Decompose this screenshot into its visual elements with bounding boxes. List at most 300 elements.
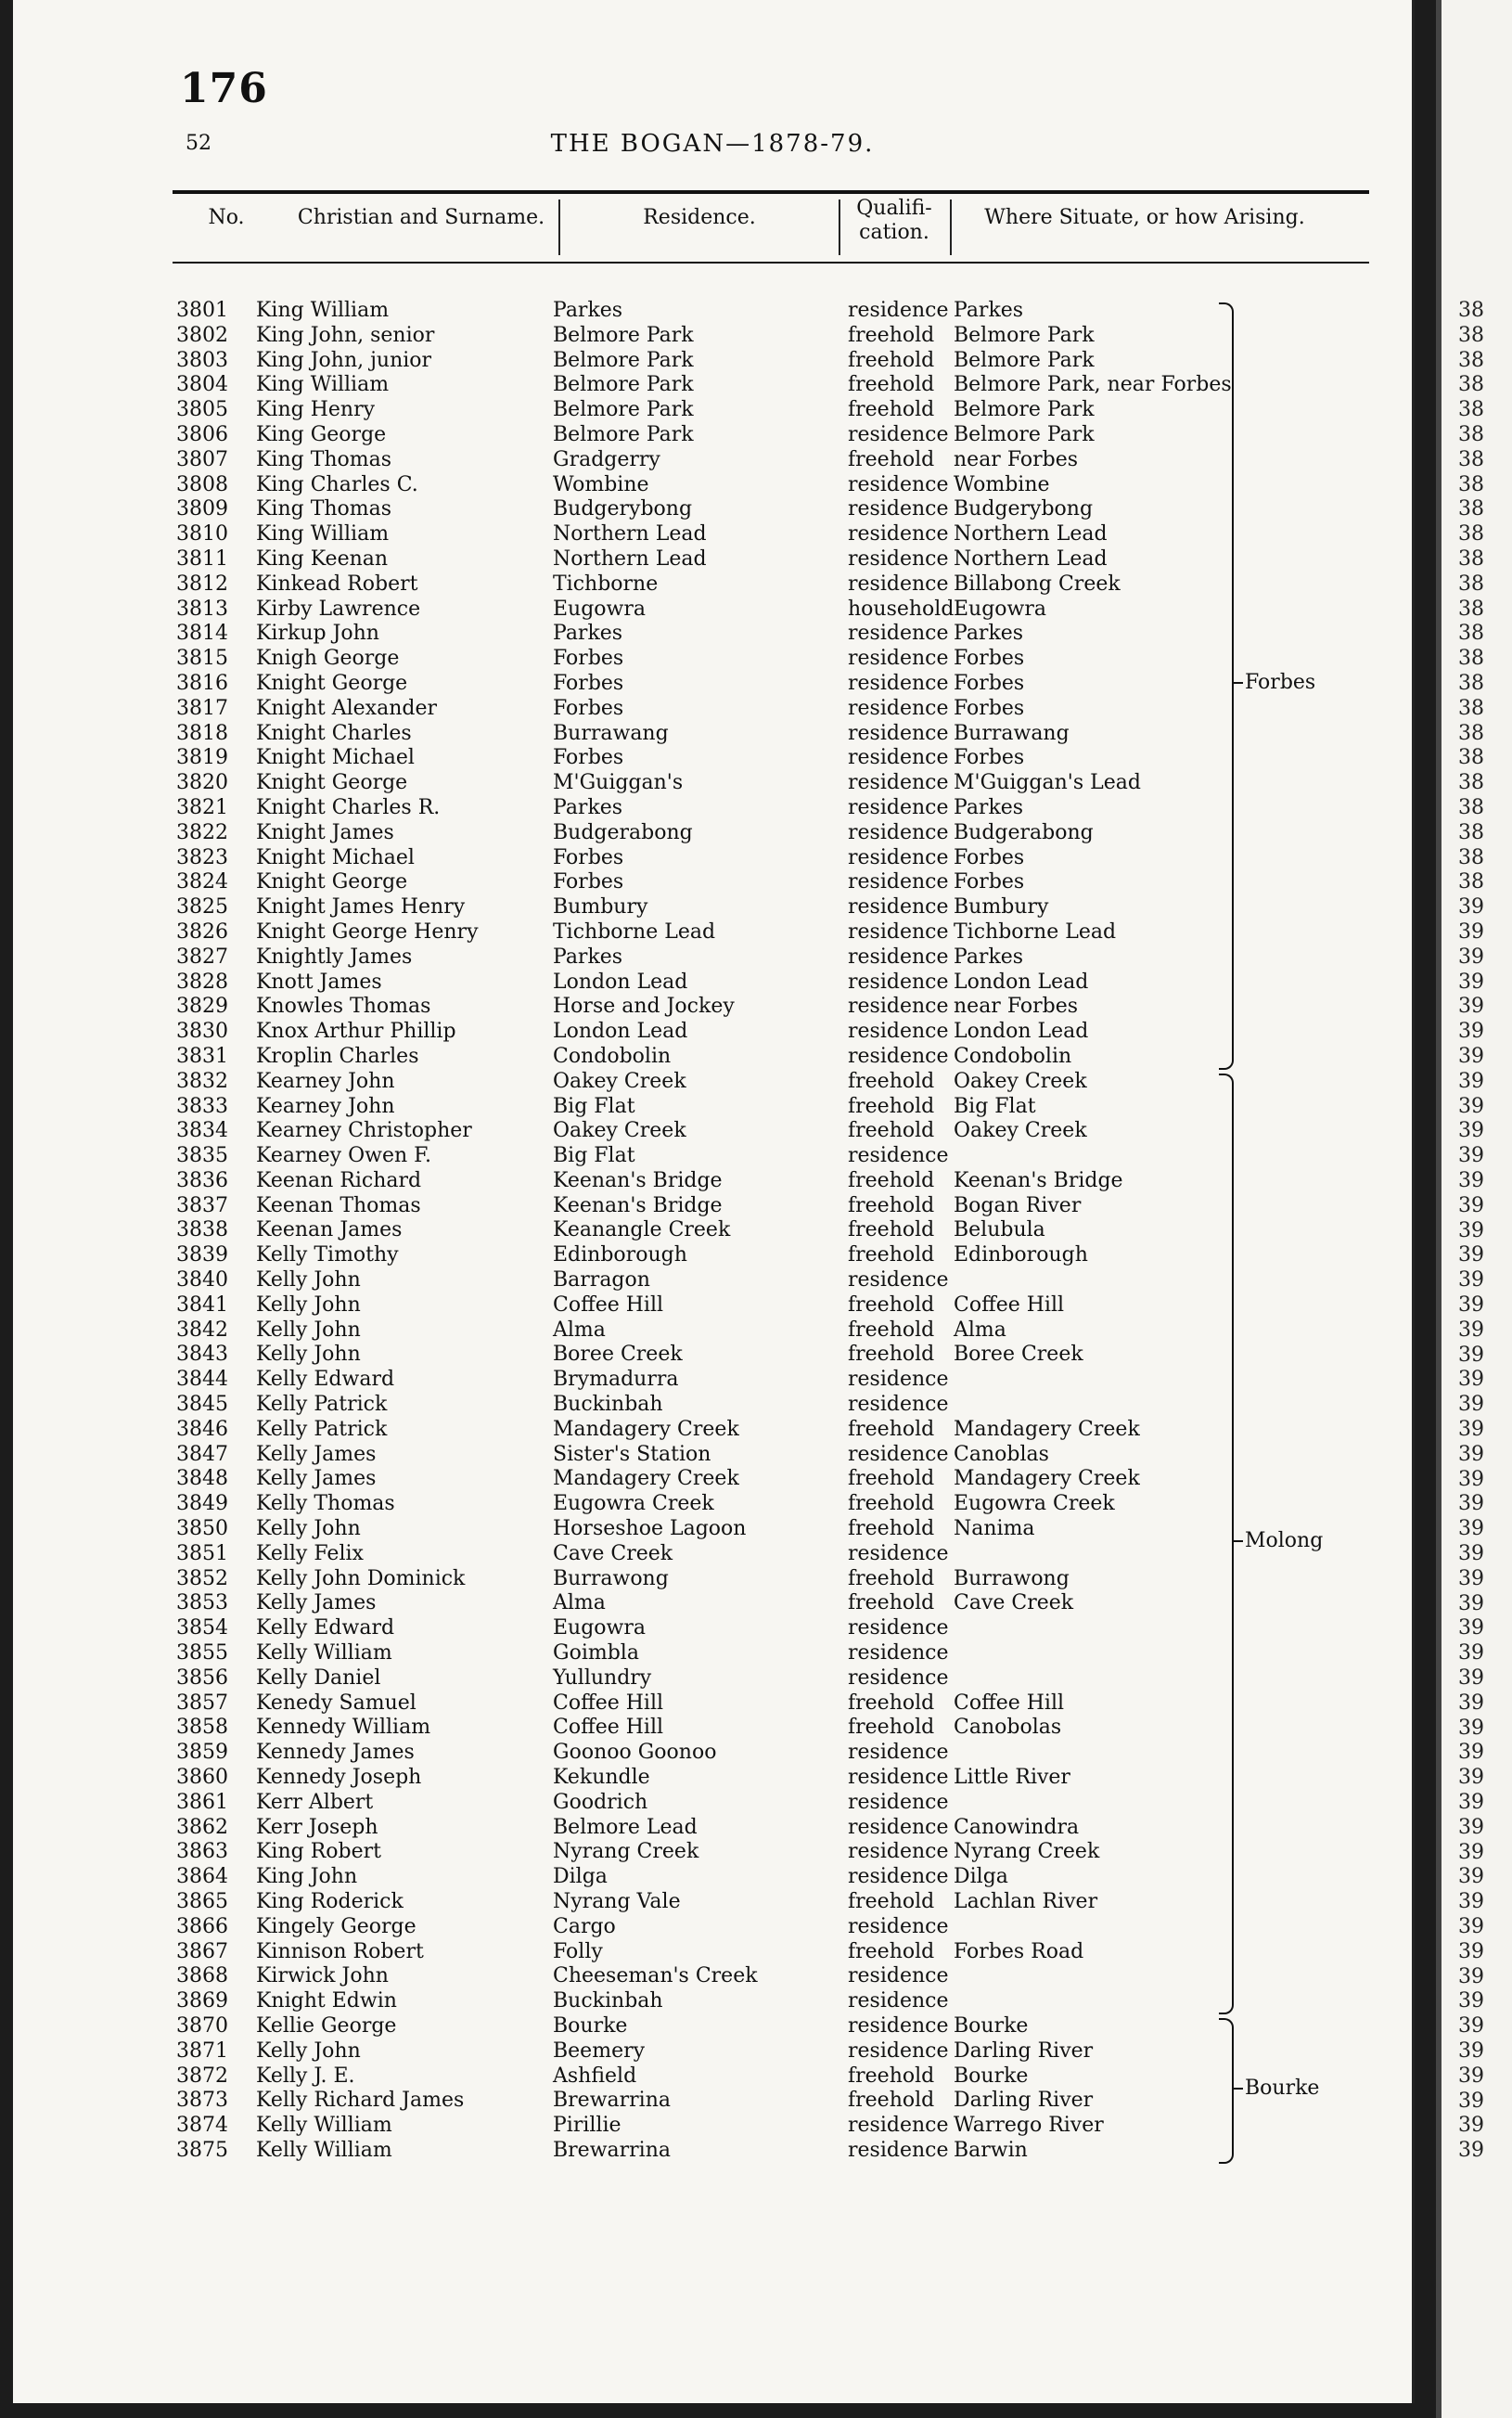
adjacent-entry-number: 38 [1458, 771, 1484, 795]
where-situate: Forbes Road [954, 1939, 1084, 1963]
qualification: residence [848, 920, 949, 944]
adjacent-entry-number: 38 [1458, 672, 1484, 695]
entry-number: 3803 [176, 348, 228, 372]
where-situate: Eugowra [954, 597, 1047, 621]
residence: Forbes [553, 671, 624, 695]
adjacent-entry-number: 39 [1458, 1964, 1484, 1988]
table-row [13, 1318, 1412, 1344]
where-situate: Parkes [954, 795, 1024, 819]
elector-name: Kelly John [256, 1343, 361, 1367]
elector-name: King Thomas [256, 447, 392, 471]
elector-name: Kelly Edward [256, 1368, 395, 1392]
adjacent-entry-number: 38 [1458, 647, 1484, 671]
residence: Northern Lead [553, 547, 707, 571]
adjacent-entry-number: 39 [1458, 1616, 1484, 1640]
elector-name: Kearney Owen F. [256, 1144, 431, 1168]
table-row [13, 1915, 1412, 1940]
qualification: residence [848, 820, 949, 844]
residence: Northern Lead [553, 522, 707, 547]
entry-number: 3875 [176, 2138, 228, 2162]
adjacent-entry-number: 39 [1458, 1890, 1484, 1914]
adjacent-entry-number: 38 [1458, 572, 1484, 596]
table-row [13, 622, 1412, 647]
elector-name: King Henry [256, 398, 376, 422]
entry-number: 3804 [176, 373, 228, 397]
elector-name: Knight George [256, 771, 408, 795]
table-row [13, 423, 1412, 448]
qualification: freehold [848, 1343, 935, 1367]
residence: Wombine [553, 472, 649, 496]
entry-number: 3864 [176, 1865, 228, 1889]
adjacent-entry-number: 39 [1458, 2064, 1484, 2088]
table-row [13, 2064, 1412, 2090]
elector-name: King Roderick [256, 1890, 404, 1913]
residence: Belmore Lead [553, 1815, 698, 1839]
residence: Mandagery Creek [553, 1467, 739, 1491]
elector-name: Knight James [256, 820, 394, 844]
residence: Parkes [553, 945, 623, 969]
where-situate: Alma [954, 1318, 1006, 1342]
entry-number: 3801 [176, 299, 228, 322]
adjacent-entry-number: 39 [1458, 1865, 1484, 1889]
elector-name: Keenan James [256, 1218, 403, 1242]
table-row [13, 771, 1412, 796]
table-row [13, 497, 1412, 522]
table-row [13, 1766, 1412, 1791]
adjacent-entry-number: 39 [1458, 1766, 1484, 1790]
header-separator [839, 199, 840, 255]
page-number: 176 [180, 65, 268, 112]
where-situate: Budgerybong [954, 497, 1094, 521]
qualification: residence [848, 1368, 949, 1392]
where-situate: Belmore Park [954, 348, 1095, 372]
qualification: freehold [848, 323, 935, 347]
table-row [13, 572, 1412, 598]
elector-name: Kelly Daniel [256, 1666, 381, 1690]
residence: Horseshoe Lagoon [553, 1517, 747, 1541]
where-situate: London Lead [954, 970, 1089, 994]
where-situate: Barwin [954, 2138, 1028, 2162]
entry-number: 3873 [176, 2089, 228, 2113]
qualification: residence [848, 2039, 949, 2063]
adjacent-entry-number: 39 [1458, 995, 1484, 1019]
qualification: residence [848, 1616, 949, 1640]
entry-number: 3819 [176, 746, 228, 770]
where-situate: Parkes [954, 299, 1024, 322]
elector-name: Knight George Henry [256, 920, 479, 944]
folio-number: 52 [186, 132, 211, 155]
where-situate: Belubula [954, 1218, 1045, 1242]
table-row [13, 373, 1412, 398]
table-row [13, 398, 1412, 423]
residence: Nyrang Creek [553, 1840, 699, 1864]
table-row [13, 2139, 1412, 2164]
residence: Parkes [553, 622, 623, 646]
elector-name: Knight Charles R. [256, 795, 441, 819]
where-situate: Parkes [954, 945, 1024, 969]
adjacent-entry-number: 39 [1458, 1268, 1484, 1293]
table-row [13, 821, 1412, 846]
qualification: residence [848, 1666, 949, 1690]
where-situate: Billabong Creek [954, 572, 1121, 596]
table-row [13, 1443, 1412, 1468]
adjacent-entry-number: 38 [1458, 721, 1484, 745]
adjacent-entry-number: 38 [1458, 373, 1484, 397]
table-row [13, 1492, 1412, 1517]
qualification: residence [848, 771, 949, 795]
residence: Ashfield [553, 2064, 637, 2088]
where-situate: Nanima [954, 1517, 1035, 1541]
residence: Forbes [553, 746, 624, 770]
elector-name: Knight Charles [256, 721, 412, 745]
table-row [13, 2014, 1412, 2039]
adjacent-entry-number: 38 [1458, 820, 1484, 844]
header-top-rule [173, 190, 1369, 194]
adjacent-entry-number: 38 [1458, 622, 1484, 646]
table-row [13, 697, 1412, 722]
where-situate: Northern Lead [954, 547, 1108, 571]
entry-number: 3842 [176, 1318, 228, 1342]
qualification: freehold [848, 1890, 935, 1913]
residence: Goonoo Goonoo [553, 1741, 717, 1765]
where-situate: Parkes [954, 622, 1024, 646]
entry-number: 3868 [176, 1964, 228, 1988]
table-row [13, 598, 1412, 623]
residence: Dilga [553, 1865, 608, 1889]
adjacent-entry-number: 38 [1458, 870, 1484, 894]
adjacent-entry-number: 38 [1458, 796, 1484, 819]
table-row [13, 349, 1412, 374]
table-row [13, 1641, 1412, 1666]
qualification: residence [848, 1815, 949, 1839]
qualification: freehold [848, 1168, 935, 1192]
qualification: freehold [848, 1243, 935, 1267]
residence: Coffee Hill [553, 1293, 664, 1317]
table-row [13, 522, 1412, 547]
residence: Cave Creek [553, 1541, 673, 1565]
table-row [13, 796, 1412, 821]
adjacent-entry-number: 39 [1458, 2089, 1484, 2113]
table-row [13, 473, 1412, 498]
where-situate: Eugowra Creek [954, 1492, 1115, 1516]
entry-number: 3827 [176, 945, 228, 969]
residence: Beemery [553, 2039, 646, 2063]
residence: Cheeseman's Creek [553, 1964, 758, 1988]
residence: Belmore Park [553, 422, 694, 446]
where-situate: Burrawong [954, 1566, 1070, 1590]
table-row [13, 2114, 1412, 2139]
qualification: residence [848, 1741, 949, 1765]
table-row [13, 1567, 1412, 1592]
where-situate: Coffee Hill [954, 1691, 1065, 1715]
table-row [13, 1268, 1412, 1293]
adjacent-entry-number: 39 [1458, 1716, 1484, 1740]
elector-name: Kelly J. E. [256, 2064, 355, 2088]
elector-name: King William [256, 299, 390, 322]
adjacent-entry-number: 38 [1458, 472, 1484, 496]
qualification: freehold [848, 1517, 935, 1541]
qualification: residence [848, 1964, 949, 1988]
adjacent-entry-number: 39 [1458, 1840, 1484, 1864]
where-situate: Cave Creek [954, 1591, 1074, 1615]
table-row [13, 1418, 1412, 1443]
entry-number: 3822 [176, 820, 228, 844]
residence: Forbes [553, 647, 624, 671]
residence: Yullundry [553, 1666, 652, 1690]
adjacent-entry-number: 39 [1458, 1791, 1484, 1814]
qualification: freehold [848, 348, 935, 372]
adjacent-entry-number: 39 [1458, 1517, 1484, 1541]
entry-number: 3811 [176, 547, 228, 571]
elector-name: King Keenan [256, 547, 389, 571]
entry-number: 3861 [176, 1790, 228, 1814]
elector-name: Kearney Christopher [256, 1119, 472, 1143]
entry-number: 3829 [176, 995, 228, 1019]
residence: Tichborne [553, 572, 659, 596]
qualification: residence [848, 746, 949, 770]
header-qualification: Qualifi-cation. [856, 197, 932, 244]
register-page [13, 0, 1415, 2403]
qualification: freehold [848, 1691, 935, 1715]
entry-number: 3838 [176, 1218, 228, 1242]
qualification: freehold [848, 1716, 935, 1740]
where-situate: Burrawang [954, 721, 1070, 745]
table-row [13, 895, 1412, 920]
residence: Pirillie [553, 2114, 621, 2138]
residence: Condobolin [553, 1044, 672, 1068]
elector-name: Keenan Richard [256, 1168, 422, 1192]
entry-number: 3841 [176, 1293, 228, 1317]
adjacent-entry-number: 39 [1458, 1418, 1484, 1441]
adjacent-entry-number: 38 [1458, 447, 1484, 471]
elector-name: King George [256, 422, 387, 446]
qualification: freehold [848, 1566, 935, 1590]
qualification: residence [848, 696, 949, 720]
qualification: residence [848, 1442, 949, 1466]
table-row [13, 1393, 1412, 1418]
entry-number: 3809 [176, 497, 228, 521]
table-row [13, 1816, 1412, 1841]
qualification: residence [848, 870, 949, 894]
elector-name: Kelly Patrick [256, 1417, 388, 1441]
adjacent-entry-number: 39 [1458, 1442, 1484, 1466]
adjacent-entry-number: 39 [1458, 1193, 1484, 1217]
residence: London Lead [553, 1020, 688, 1044]
residence: Parkes [553, 795, 623, 819]
qualification: residence [848, 721, 949, 745]
table-row [13, 846, 1412, 871]
table-row [13, 995, 1412, 1020]
entry-number: 3858 [176, 1716, 228, 1740]
qualification: residence [848, 671, 949, 695]
entry-number: 3853 [176, 1591, 228, 1615]
residence: Alma [553, 1591, 606, 1615]
residence: Edinborough [553, 1243, 687, 1267]
entry-number: 3863 [176, 1840, 228, 1864]
qualification: residence [848, 472, 949, 496]
residence: Oakey Creek [553, 1119, 686, 1143]
qualification: residence [848, 1144, 949, 1168]
entry-number: 3805 [176, 398, 228, 422]
where-situate: Wombine [954, 472, 1050, 496]
entry-number: 3814 [176, 622, 228, 646]
entry-number: 3802 [176, 323, 228, 347]
elector-name: Kelly Thomas [256, 1492, 395, 1516]
adjacent-entry-number: 39 [1458, 920, 1484, 944]
residence: London Lead [553, 970, 688, 994]
adjacent-entry-number: 39 [1458, 1094, 1484, 1118]
table-row [13, 1890, 1412, 1915]
adjacent-entry-number: 39 [1458, 1318, 1484, 1342]
elector-name: Kennedy William [256, 1716, 431, 1740]
where-situate: Bogan River [954, 1193, 1082, 1217]
elector-name: Kelly James [256, 1467, 377, 1491]
table-row [13, 1095, 1412, 1120]
residence: Goimbla [553, 1641, 639, 1666]
entry-number: 3862 [176, 1815, 228, 1839]
elector-name: King Thomas [256, 497, 392, 521]
qualification: freehold [848, 373, 935, 397]
table-row [13, 448, 1412, 473]
where-situate: Coffee Hill [954, 1293, 1065, 1317]
elector-name: Kelly John [256, 1517, 361, 1541]
entry-number: 3815 [176, 647, 228, 671]
qualification: freehold [848, 2089, 935, 2113]
table-row [13, 1542, 1412, 1567]
qualification: freehold [848, 1293, 935, 1317]
elector-name: Kelly William [256, 2138, 392, 2162]
where-situate: M'Guiggan's Lead [954, 771, 1141, 795]
qualification: freehold [848, 1417, 935, 1441]
residence: Big Flat [553, 1094, 635, 1118]
elector-name: Kelly John [256, 1268, 361, 1293]
adjacent-entry-number: 39 [1458, 1119, 1484, 1143]
elector-name: Kroplin Charles [256, 1044, 419, 1068]
elector-name: Kinkead Robert [256, 572, 418, 596]
adjacent-entry-number: 39 [1458, 1666, 1484, 1690]
adjacent-entry-number: 38 [1458, 522, 1484, 547]
entry-number: 3866 [176, 1914, 228, 1938]
elector-name: Knott James [256, 970, 382, 994]
table-row [13, 1243, 1412, 1268]
adjacent-entry-number: 38 [1458, 323, 1484, 347]
residence: Buckinbah [553, 1393, 663, 1417]
adjacent-entry-number: 39 [1458, 1492, 1484, 1516]
residence: Eugowra [553, 1616, 647, 1640]
residence: Belmore Park [553, 323, 694, 347]
elector-name: King John, senior [256, 323, 435, 347]
header-separator [558, 199, 560, 255]
qualification: freehold [848, 2064, 935, 2088]
adjacent-entry-number: 38 [1458, 299, 1484, 322]
qualification: residence [848, 845, 949, 869]
qualification: residence [848, 2138, 949, 2162]
entry-number: 3848 [176, 1467, 228, 1491]
adjacent-entry-number: 39 [1458, 1542, 1484, 1565]
table-row [13, 945, 1412, 971]
table-row [13, 1020, 1412, 1045]
where-situate: Darling River [954, 2039, 1094, 2063]
adjacent-entry-number: 39 [1458, 1815, 1484, 1839]
entry-number: 3870 [176, 2013, 228, 2038]
entry-number: 3869 [176, 1989, 228, 2013]
where-situate: Keenan's Bridge [954, 1168, 1123, 1192]
qualification: freehold [848, 1591, 935, 1615]
entry-number: 3839 [176, 1243, 228, 1267]
adjacent-entry-number: 39 [1458, 1741, 1484, 1765]
adjacent-entry-number: 39 [1458, 1989, 1484, 2013]
elector-name: King William [256, 373, 390, 397]
residence: Big Flat [553, 1144, 635, 1168]
entry-number: 3833 [176, 1094, 228, 1118]
entry-number: 3823 [176, 845, 228, 869]
qualification: residence [848, 547, 949, 571]
table-row [13, 1517, 1412, 1542]
elector-name: Kelly Timothy [256, 1243, 399, 1267]
entry-number: 3824 [176, 870, 228, 894]
entry-number: 3850 [176, 1517, 228, 1541]
district-label: Molong [1234, 1529, 1323, 1552]
residence: Barragon [553, 1268, 650, 1293]
adjacent-entry-number: 38 [1458, 746, 1484, 770]
adjacent-entry-number: 38 [1458, 398, 1484, 422]
elector-name: Kingely George [256, 1914, 416, 1938]
qualification: freehold [848, 447, 935, 471]
entry-number: 3806 [176, 422, 228, 446]
elector-name: Kelly John [256, 2039, 361, 2063]
adjacent-entry-number: 38 [1458, 497, 1484, 521]
qualification: residence [848, 497, 949, 521]
adjacent-entry-number: 39 [1458, 895, 1484, 920]
where-situate: Budgerabong [954, 820, 1094, 844]
table-row [13, 1741, 1412, 1766]
entry-number: 3831 [176, 1044, 228, 1068]
qualification: residence [848, 1840, 949, 1864]
entry-number: 3845 [176, 1393, 228, 1417]
table-row [13, 1666, 1412, 1691]
residence: Keanangle Creek [553, 1218, 731, 1242]
qualification: residence [848, 647, 949, 671]
entry-number: 3834 [176, 1119, 228, 1143]
entry-number: 3865 [176, 1890, 228, 1913]
elector-name: Knight Alexander [256, 696, 437, 720]
table-row [13, 1169, 1412, 1194]
table-row [13, 1716, 1412, 1741]
entry-number: 3856 [176, 1666, 228, 1690]
table-row [13, 1989, 1412, 2014]
elector-name: Kearney John [256, 1069, 395, 1093]
adjacent-entry-number: 38 [1458, 547, 1484, 571]
entry-number: 3852 [176, 1566, 228, 1590]
residence: Forbes [553, 845, 624, 869]
residence: Budgerabong [553, 820, 693, 844]
qualification: residence [848, 1766, 949, 1790]
table-row [13, 1865, 1412, 1890]
entry-number: 3817 [176, 696, 228, 720]
table-row [13, 1591, 1412, 1616]
entry-number: 3818 [176, 721, 228, 745]
where-situate: Mandagery Creek [954, 1417, 1140, 1441]
entry-number: 3846 [176, 1417, 228, 1441]
table-row [13, 647, 1412, 672]
entry-number: 3872 [176, 2064, 228, 2088]
qualification: residence [848, 1020, 949, 1044]
elector-name: King Charles C. [256, 472, 418, 496]
table-row [13, 1070, 1412, 1095]
residence: Bumbury [553, 895, 648, 920]
entry-number: 3812 [176, 572, 228, 596]
running-head: THE BOGAN—1878-79. [550, 130, 875, 158]
